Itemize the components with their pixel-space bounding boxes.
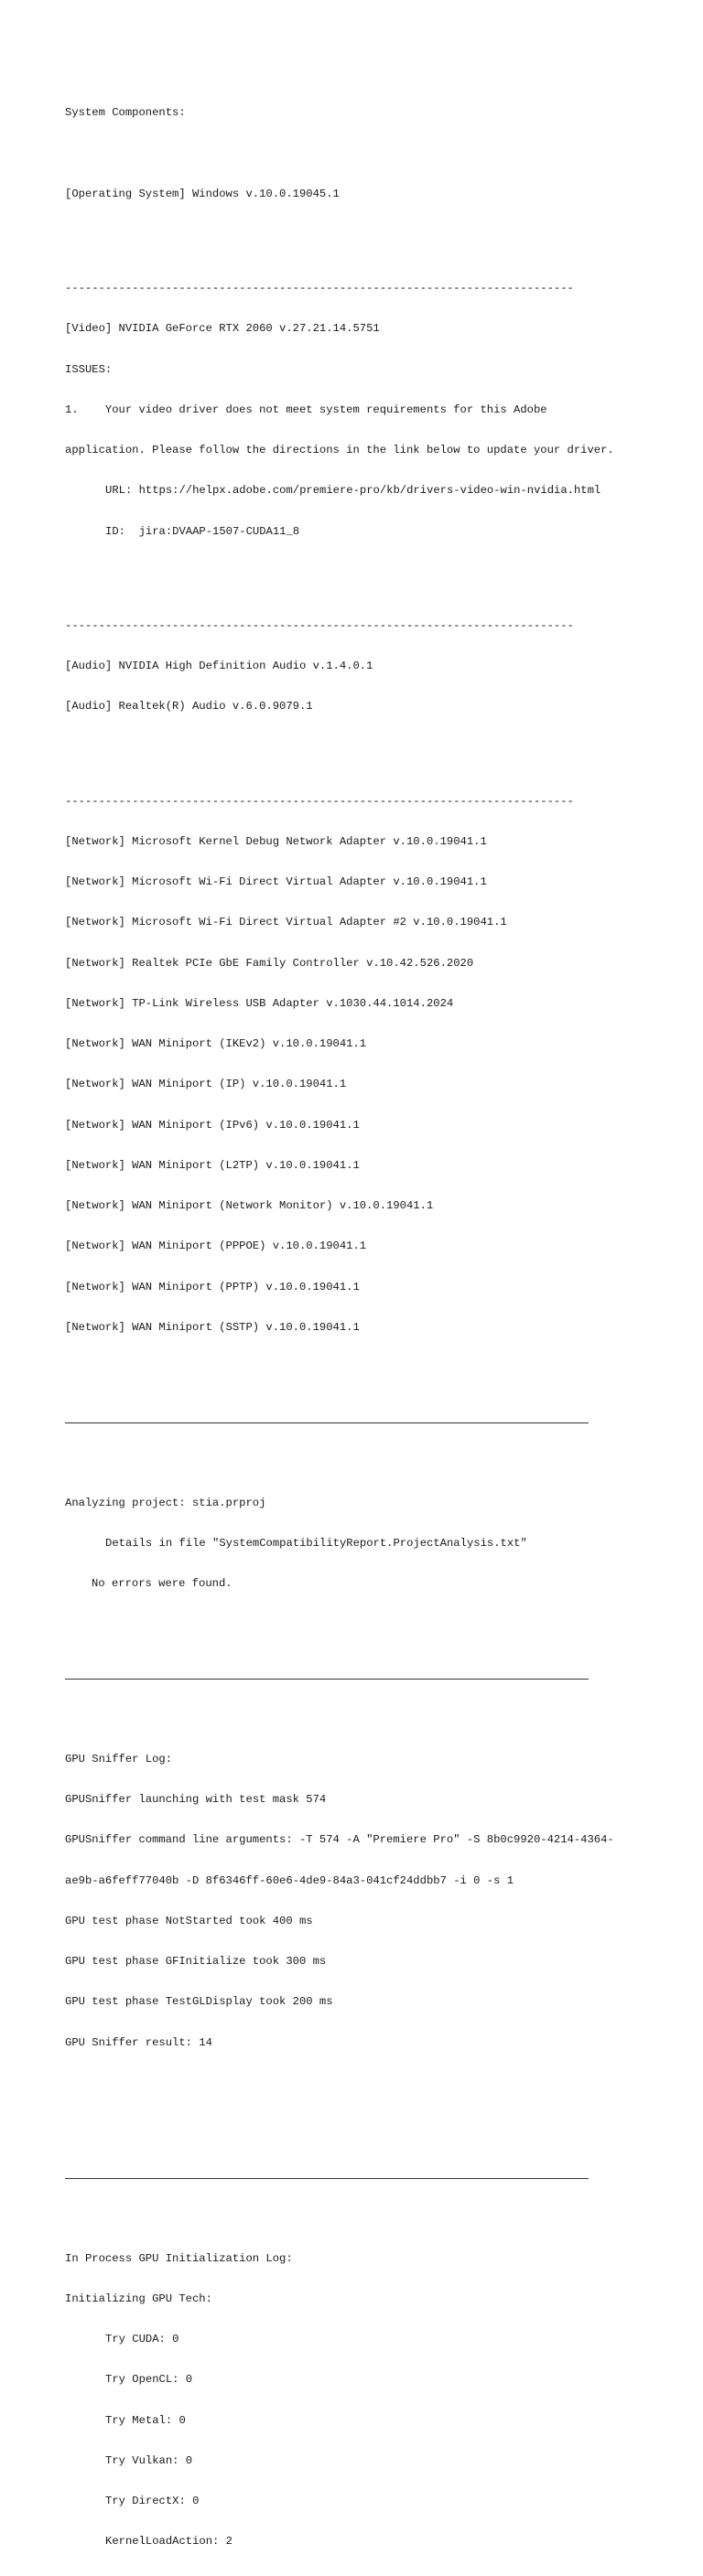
network-device-line: [Network] TP-Link Wireless USB Adapter v.1030.44.1014.2024 <box>65 996 454 1010</box>
network-device-line: [Network] WAN Miniport (Network Monitor) v.10.0.19041.1 <box>65 1199 434 1212</box>
gpu-try-line: Try OpenCL: 0 <box>105 2373 193 2387</box>
blank-line <box>65 1455 651 1469</box>
details-line: Details in file "SystemCompatibilityReport.ProjectAnalysis.txt" <box>105 1536 527 1550</box>
gpu-sniffer-result: GPU Sniffer result: 14 <box>65 2035 212 2049</box>
issue-text-line-2: application. Please follow the directions in the link below to update your driver. <box>65 444 614 456</box>
os-line: [Operating System] Windows v.10.0.19045.1 <box>65 187 340 200</box>
network-device-line: [Network] WAN Miniport (L2TP) v.10.0.19041.1 <box>65 1158 360 1172</box>
video-device-line: [Video] NVIDIA GeForce RTX 2060 v.27.21.14.5751 <box>65 322 380 336</box>
gpu-sniffer-args-line-1: GPUSniffer command line arguments: -T 574 -A "Premiere Pro" -S 8b0c9920-4214-4364- <box>65 1833 614 1847</box>
dash-separator: ---------------------------------------------------------------------------- <box>65 282 574 295</box>
gpu-sniffer-launch: GPUSniffer launching with test mask 574 <box>65 1793 327 1806</box>
blank-line <box>65 2211 651 2225</box>
blank-line <box>65 1361 651 1375</box>
analyzing-project-line: Analyzing project: stia.prproj <box>65 1496 266 1509</box>
network-device-line: [Network] WAN Miniport (IPv6) v.10.0.19041.1 <box>65 1118 360 1132</box>
gpu-try-line: Try Metal: 0 <box>105 2413 186 2427</box>
gpu-tech-line: Initializing GPU Tech: <box>65 2292 212 2305</box>
network-device-line: [Network] WAN Miniport (IP) v.10.0.19041.1 <box>65 1078 347 1091</box>
gpu-sniffer-args-line-2: ae9b-a6feff77040b -D 8f6346ff-60e6-4de9-84a3-041cf24ddbb7 -i 0 -s 1 <box>65 1873 514 1887</box>
blank-line <box>65 1617 651 1631</box>
kernel-load-action-line: KernelLoadAction: 2 <box>105 2535 233 2549</box>
gpu-sniffer-heading: GPU Sniffer Log: <box>65 1752 173 1766</box>
issues-label: ISSUES: <box>65 362 113 376</box>
network-device-line: [Network] Microsoft Wi-Fi Direct Virtual Adapter #2 v.10.0.19041.1 <box>65 916 507 929</box>
gpu-init-heading: In Process GPU Initialization Log: <box>65 2251 293 2265</box>
report-document <box>65 66 651 2576</box>
issue-id: ID: jira:DVAAP-1507-CUDA11_8 <box>105 524 300 538</box>
gpu-try-line: Try DirectX: 0 <box>105 2495 200 2507</box>
blank-line <box>65 565 651 579</box>
gpu-test-phase-line: GPU test phase NotStarted took 400 ms <box>65 1914 313 1927</box>
network-device-line: [Network] WAN Miniport (PPPOE) v.10.0.19041.1 <box>65 1240 367 1253</box>
horizontal-rule <box>65 1415 651 1429</box>
blank-line <box>65 2117 651 2131</box>
gpu-test-phase-line: GPU test phase TestGLDisplay took 200 ms <box>65 1995 333 2009</box>
no-errors-line: No errors were found. <box>92 1577 233 1590</box>
audio-device-line: [Audio] NVIDIA High Definition Audio v.1.4.0.1 <box>65 660 373 672</box>
gpu-try-line: Try CUDA: 0 <box>105 2333 179 2345</box>
blank-line <box>65 228 651 242</box>
driver-url: URL: https://helpx.adobe.com/premiere-pro/kb/drivers-video-win-nvidia.html <box>105 484 601 498</box>
blank-line <box>65 1712 651 1726</box>
horizontal-rule <box>65 2171 651 2184</box>
issue-text-line-1: 1. Your video driver does not meet system requirements for this Adobe <box>65 402 547 416</box>
horizontal-rule <box>65 1671 651 1685</box>
blank-line <box>65 147 651 161</box>
dash-separator: ---------------------------------------------------------------------------- <box>65 618 574 632</box>
gpu-test-phase-line: GPU test phase GFInitialize took 300 ms <box>65 1955 327 1968</box>
dash-separator: ---------------------------------------------------------------------------- <box>65 794 574 808</box>
network-device-line: [Network] Microsoft Kernel Debug Network Adapter v.10.0.19041.1 <box>65 834 487 848</box>
network-device-line: [Network] WAN Miniport (SSTP) v.10.0.19041.1 <box>65 1320 360 1334</box>
network-device-line: [Network] WAN Miniport (PPTP) v.10.0.19041.1 <box>65 1280 360 1293</box>
network-device-line: [Network] Realtek PCIe GbE Family Controller v.10.42.526.2020 <box>65 956 474 970</box>
network-device-line: [Network] Microsoft Wi-Fi Direct Virtual Adapter v.10.0.19041.1 <box>65 875 487 888</box>
system-components-heading: System Components: <box>65 106 186 120</box>
blank-line <box>65 2077 651 2090</box>
network-device-line: [Network] WAN Miniport (IKEv2) v.10.0.19041.1 <box>65 1037 367 1050</box>
gpu-try-line: Try Vulkan: 0 <box>105 2453 193 2467</box>
audio-device-line: [Audio] Realtek(R) Audio v.6.0.9079.1 <box>65 700 313 714</box>
blank-line <box>65 741 651 755</box>
